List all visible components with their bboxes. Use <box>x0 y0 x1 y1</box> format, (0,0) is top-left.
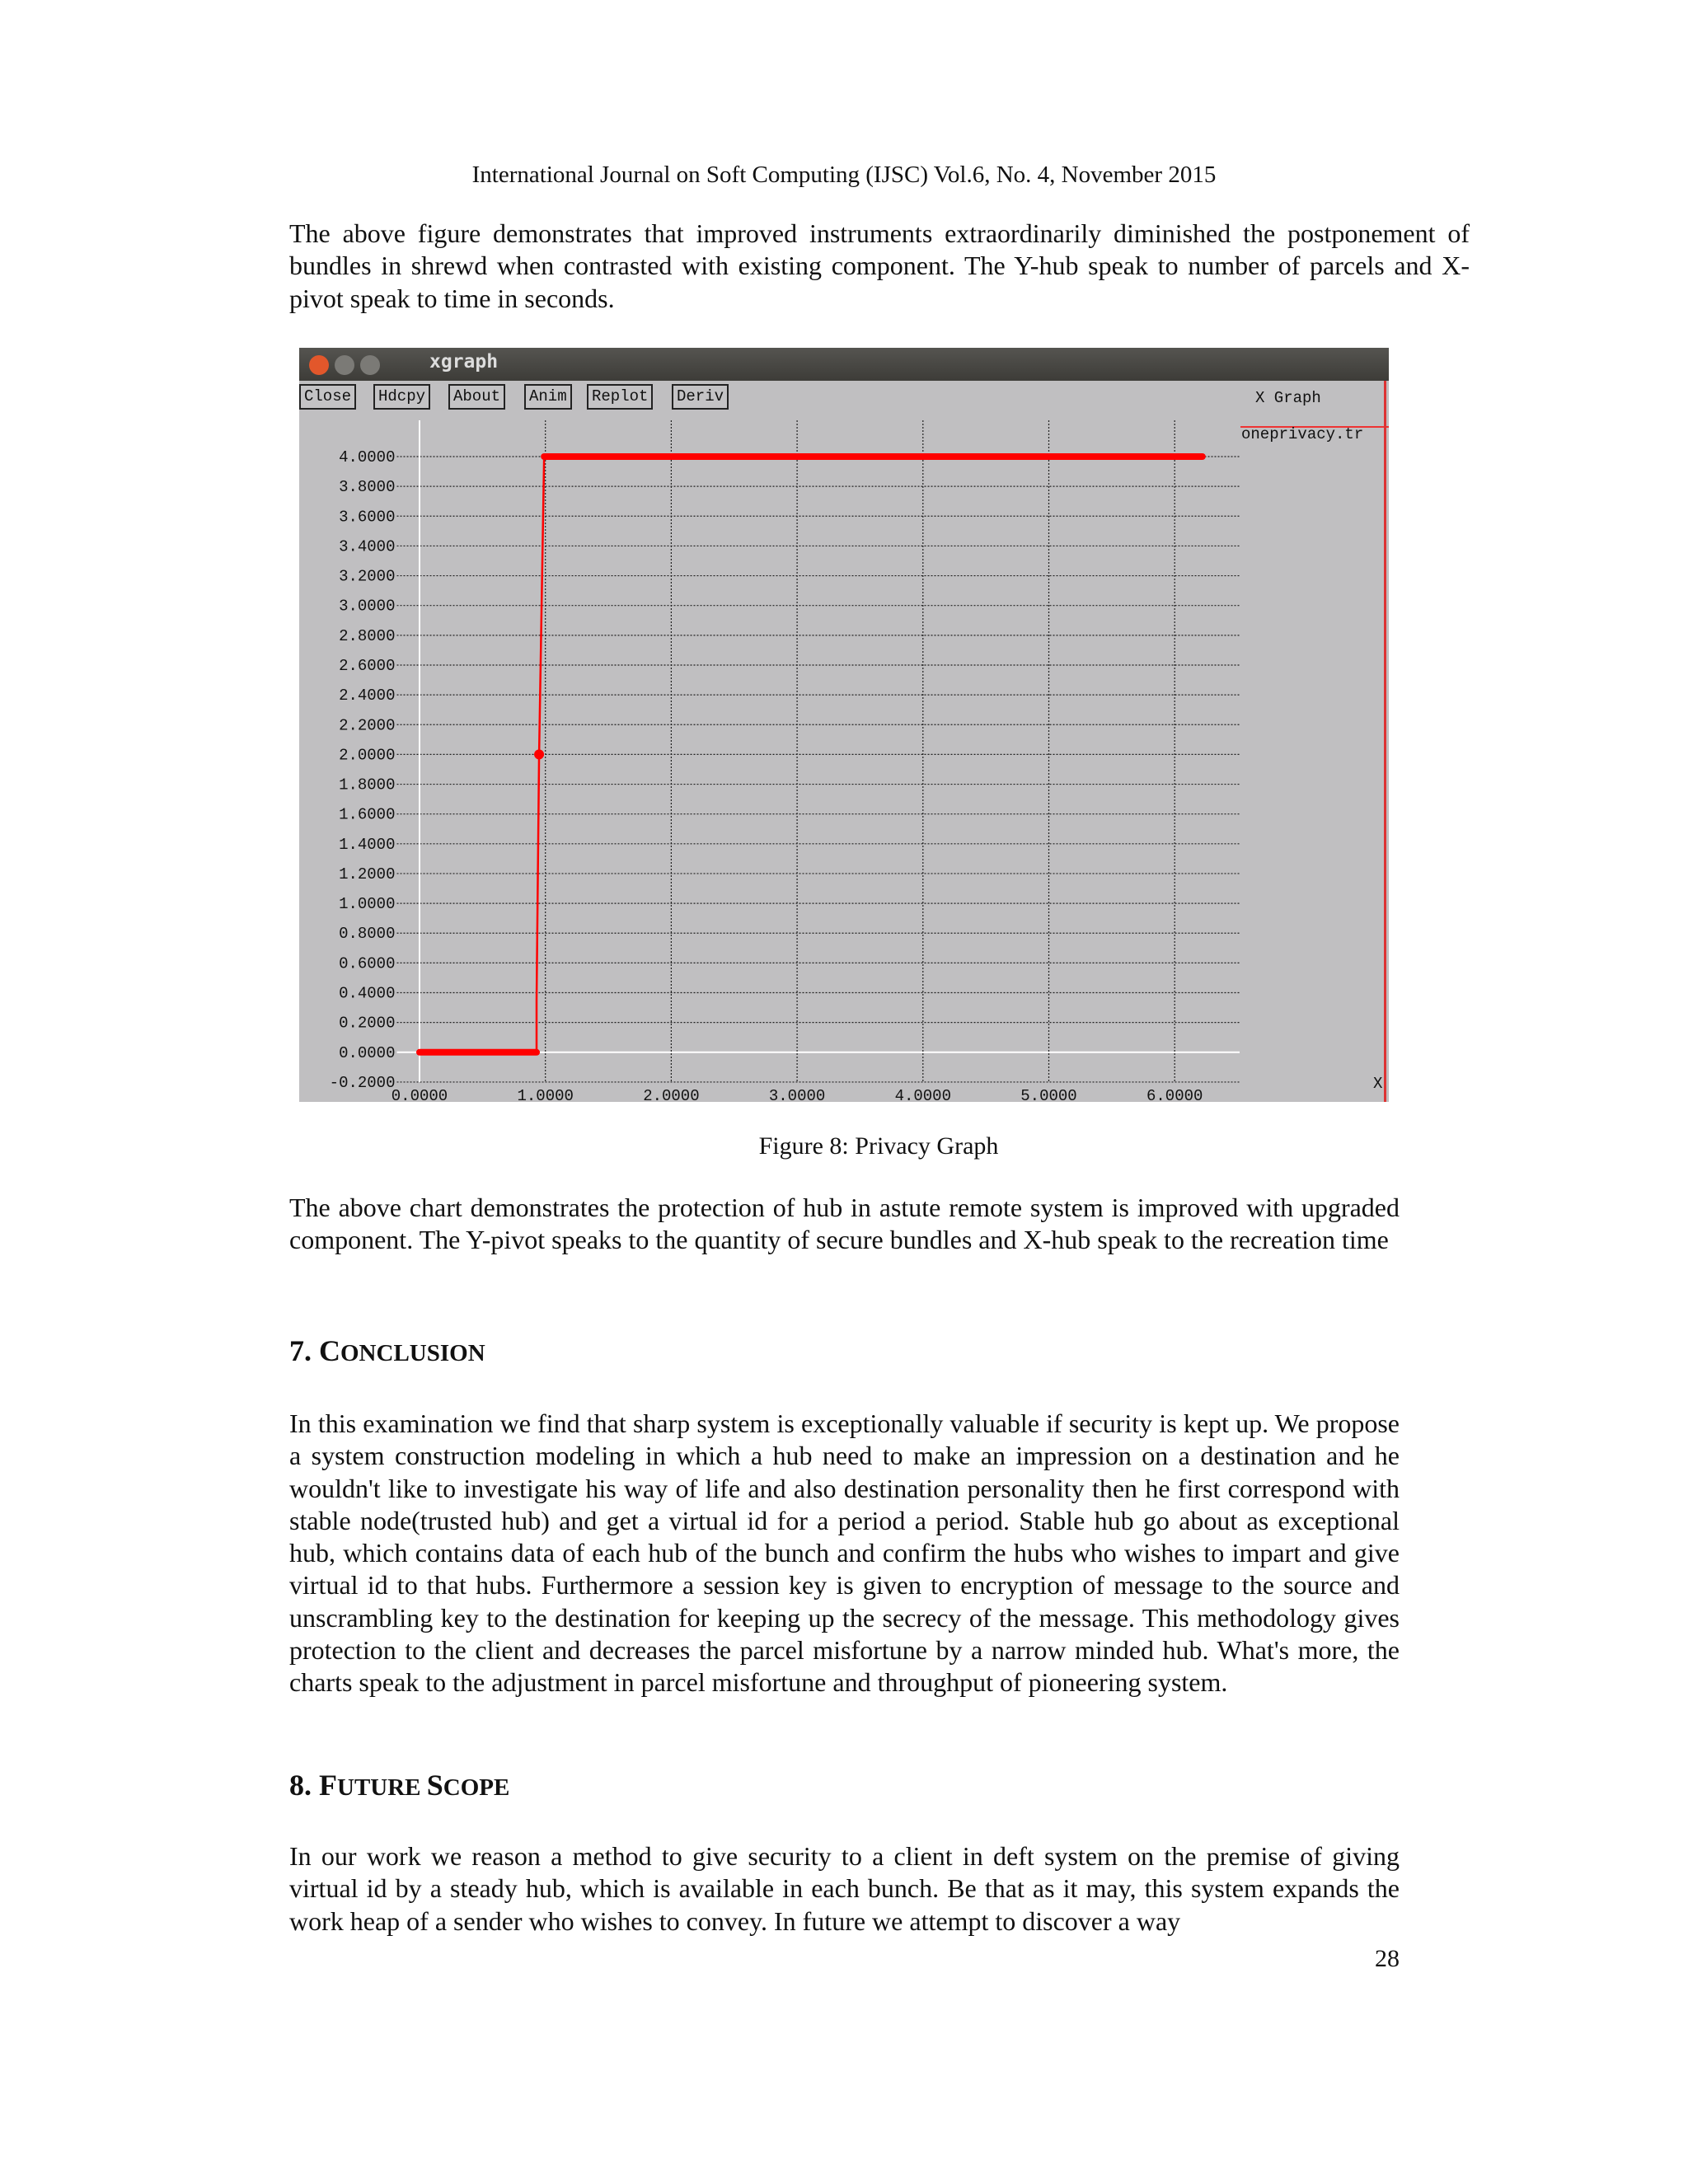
y-tick-label: 4.0000 <box>339 448 396 466</box>
hdcpy-button[interactable]: Hdcpy <box>373 384 430 410</box>
y-tick-label: 3.2000 <box>339 567 396 586</box>
legend-label: oneprivacy.tr <box>1241 425 1364 443</box>
window-title: xgraph <box>429 351 499 373</box>
y-tick-label: 1.4000 <box>339 835 396 854</box>
x-tick-label: 0.0000 <box>391 1086 448 1102</box>
x-axis-label: X <box>1373 1075 1383 1093</box>
y-tick-label: 0.2000 <box>339 1014 396 1033</box>
y-tick-label: 3.0000 <box>339 597 396 616</box>
y-tick-label: 2.4000 <box>339 687 396 705</box>
y-tick-label: 3.8000 <box>339 478 396 497</box>
x-tick-label: 4.0000 <box>894 1086 952 1102</box>
deriv-button[interactable]: Deriv <box>672 384 729 410</box>
replot-button[interactable]: Replot <box>587 384 653 410</box>
y-tick-label: 0.6000 <box>339 954 396 973</box>
y-tick-label: 2.6000 <box>339 656 396 675</box>
paragraph: The above chart demonstrates the protection of hub in astute remote system is improved with upgraded component. The Y-pivot speaks to the quantity of secure bundles and X-hub speak to the recreation time <box>289 1193 1400 1255</box>
section-heading-future-scope: 8. FUTURE SCOPE <box>289 1769 510 1802</box>
journal-header: International Journal on Soft Computing (IJSC) Vol.6, No. 4, November 2015 <box>471 162 1217 188</box>
y-tick-label: 3.4000 <box>339 537 396 556</box>
y-tick-label: 0.4000 <box>339 984 396 1003</box>
y-tick-label: 1.6000 <box>339 805 396 824</box>
x-tick-label: 2.0000 <box>643 1086 700 1102</box>
y-tick-label: 1.2000 <box>339 865 396 883</box>
y-tick-label: 1.0000 <box>339 895 396 914</box>
y-tick-label: 2.2000 <box>339 716 396 735</box>
page-number: 28 <box>1375 1945 1400 1972</box>
x-tick-label: 6.0000 <box>1146 1086 1203 1102</box>
paragraph: In this examination we find that sharp system is exceptionally valuable if security is kept up. We propose a system construction modeling in which a hub need to make an impression on a destination and he wouldn't like to investigate his way of life and also destination personality then he first correspond with stable node(trusted hub) and get a virtual id for a period a period. Stable hub go about as exceptional hub, which contains data of each hub of the bunch and confirm the hubs who wishes to impart and give virtual id to that hubs. Furthermore a session key is given to encryption of message to the source and unscrambling key to the destination for keeping up the secrecy of the message. This methodology gives protection to the client and decreases the parcel misfortune by a narrow minded hub. What's more, the charts speak to the adjustment in parcel misfortune and throughput of pioneering system. <box>289 1408 1400 1698</box>
graph-title: X Graph <box>1255 389 1321 407</box>
x-tick-label: 3.0000 <box>768 1086 826 1102</box>
y-tick-label: 1.8000 <box>339 776 396 794</box>
plot-area <box>299 348 1389 1102</box>
x-tick-label: 1.0000 <box>517 1086 574 1102</box>
close-button[interactable]: Close <box>299 384 356 410</box>
anim-button[interactable]: Anim <box>524 384 572 410</box>
xgraph-window <box>299 348 1389 1102</box>
data-point <box>534 749 544 759</box>
y-tick-label: 0.8000 <box>339 925 396 944</box>
figure-caption: Figure 8: Privacy Graph <box>758 1132 999 1160</box>
section-heading-conclusion: 7. CONCLUSION <box>289 1334 485 1367</box>
paragraph: In our work we reason a method to give security to a client in deft system on the premise of giving virtual id by a steady hub, which is available in each bunch. Be that as it may, this system expands the work heap of a sender who wishes to convey. In future we attempt to discover a way <box>289 1841 1400 1936</box>
paragraph: The above figure demonstrates that improved instruments extraordinarily diminished the postponement of bundles in shrewd when contrasted with existing component. The Y-hub speak to number of parcels and X-pivot speak to time in seconds. <box>289 218 1470 313</box>
y-tick-label: 2.0000 <box>339 746 396 765</box>
y-tick-label: -0.2000 <box>329 1073 396 1092</box>
y-tick-label: 2.8000 <box>339 626 396 645</box>
y-tick-label: 3.6000 <box>339 508 396 527</box>
x-tick-label: 5.0000 <box>1020 1086 1077 1102</box>
y-tick-label: 0.0000 <box>339 1043 396 1062</box>
about-button[interactable]: About <box>448 384 505 410</box>
